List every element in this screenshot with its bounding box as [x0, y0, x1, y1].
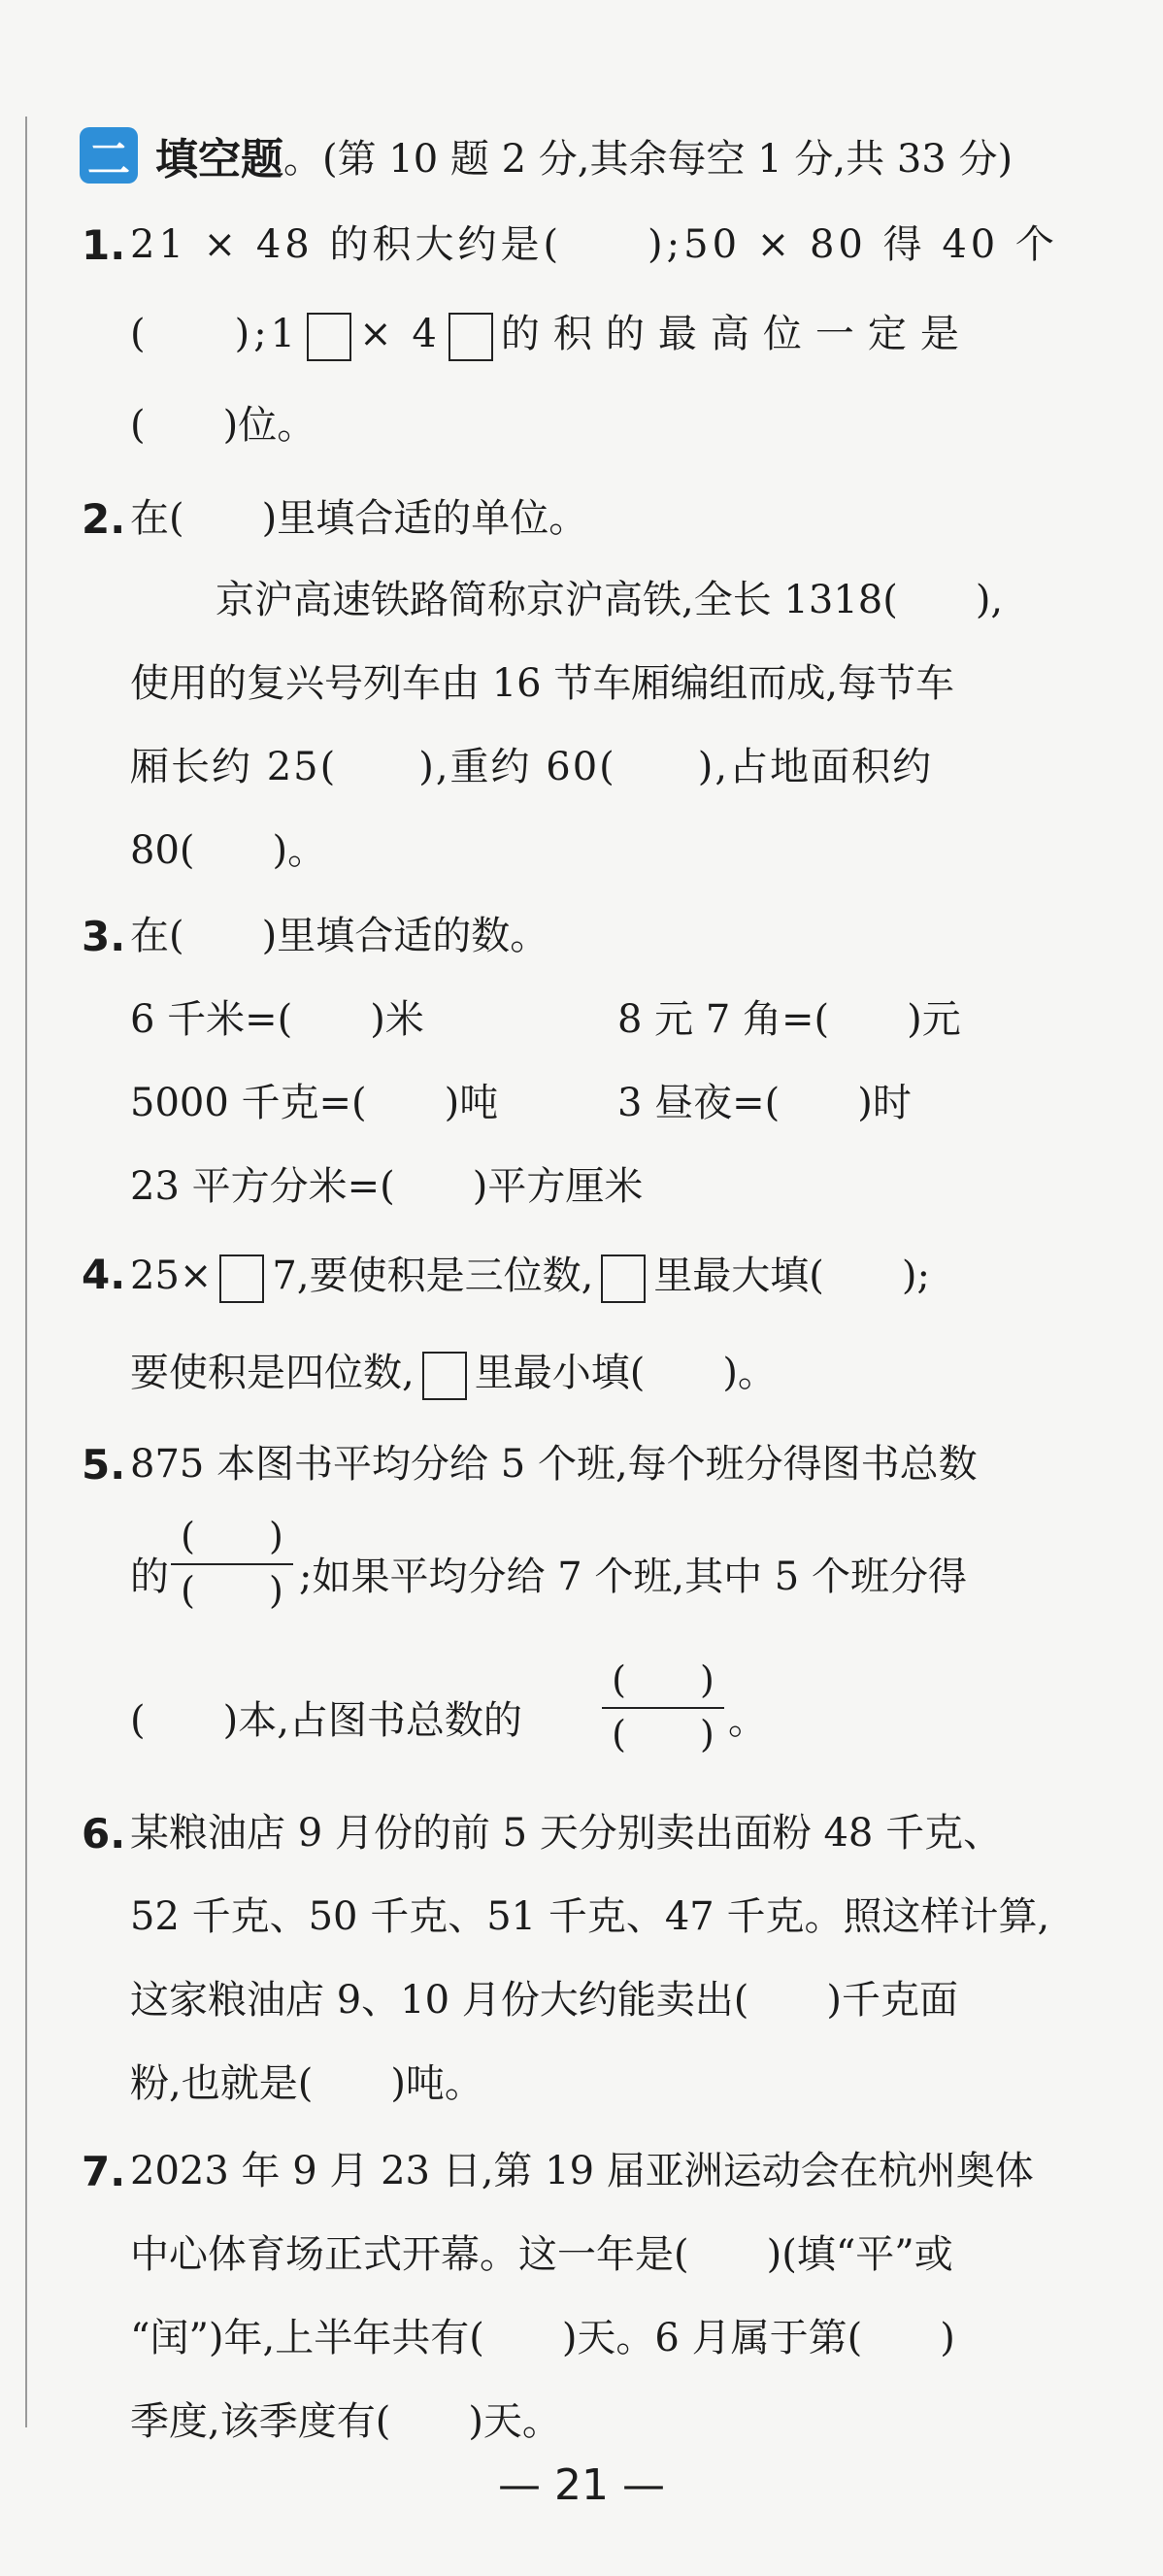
question-5-number: 5.	[82, 1441, 126, 1489]
fraction-blank-1[interactable]	[171, 1515, 293, 1612]
question-4-line-1	[130, 1255, 930, 1303]
q1-line2-part-a: ( );1	[130, 312, 300, 356]
q4-line2-part-a: 要使积是四位数,	[130, 1351, 415, 1395]
digit-blank-box[interactable]	[307, 313, 351, 361]
fraction-bar	[171, 1563, 293, 1565]
question-6-number: 6.	[82, 1810, 126, 1857]
section-header	[80, 124, 1013, 186]
question-6-line-1: 某粮油店 9 月份的前 5 天分别卖出面粉 48 千克、	[130, 1811, 1003, 1856]
question-5-line-2b: ;如果平均分给 7 个班,其中 5 个班分得	[299, 1555, 967, 1599]
question-5-line-3b: 。	[728, 1698, 767, 1743]
question-5-line-2a: 的	[130, 1555, 169, 1599]
question-6-line-2: 52 千克、50 千克、51 千克、47 千克。照这样计算,	[130, 1894, 1050, 1939]
question-2-line-1: 在( )里填合适的单位。	[130, 496, 588, 541]
fraction-numerator: ( )	[181, 1515, 283, 1557]
q4-line2-part-b: 里最小填( )。	[474, 1351, 777, 1395]
question-6-line-3: 这家粮油店 9、10 月份大约能卖出( )千克面	[130, 1978, 958, 2023]
question-3-item-a: 6 千米=( )米	[130, 997, 424, 1042]
q4-line1-part-b: 7,要使积是三位数,	[272, 1254, 594, 1298]
question-5-line-1: 875 本图书平均分给 5 个班,每个班分得图书总数	[130, 1442, 978, 1487]
fraction-numerator: ( )	[612, 1658, 714, 1701]
q4-line1-part-a: 25×	[130, 1254, 213, 1298]
question-7-number: 7.	[82, 2148, 126, 2195]
question-3-line-1: 在( )里填合适的数。	[130, 914, 549, 958]
digit-blank-box[interactable]	[449, 313, 493, 361]
question-2-line-3: 使用的复兴号列车由 16 节车厢编组而成,每节车	[130, 661, 955, 706]
question-3-item-e: 23 平方分米=( )平方厘米	[130, 1164, 644, 1209]
fraction-denominator: ( )	[181, 1569, 283, 1612]
question-2-line-4: 厢长约 25( ),重约 60( ),占地面积约	[130, 745, 934, 789]
section-badge: 二	[80, 127, 138, 184]
q1-line2-part-b: × 4	[359, 312, 441, 356]
question-4-number: 4.	[82, 1251, 126, 1298]
question-7-line-1: 2023 年 9 月 23 日,第 19 届亚洲运动会在杭州奥体	[130, 2149, 1034, 2193]
question-1-line-1: 21 × 48 的积大约是( );50 × 80 得 40 个	[130, 222, 1058, 267]
question-4-line-2	[130, 1352, 777, 1400]
question-2-line-5: 80( )。	[130, 828, 327, 873]
digit-blank-box[interactable]	[219, 1255, 264, 1303]
margin-line	[25, 117, 27, 2427]
section-note: 。(第 10 题 2 分,其余每空 1 分,共 33 分)	[283, 136, 1013, 182]
fraction-bar	[602, 1707, 724, 1709]
digit-blank-box[interactable]	[422, 1352, 467, 1400]
fraction-denominator: ( )	[612, 1713, 714, 1756]
digit-blank-box[interactable]	[601, 1255, 646, 1303]
question-5-line-3a: ( )本,占图书总数的	[130, 1698, 522, 1743]
q4-line1-part-c: 里最大填( );	[653, 1254, 930, 1298]
question-7-line-3: “闰”)年,上半年共有( )天。6 月属于第( )	[130, 2316, 955, 2360]
question-3-item-d: 3 昼夜=( )时	[617, 1081, 912, 1125]
question-3-item-b: 8 元 7 角=( )元	[617, 997, 961, 1042]
question-3-number: 3.	[82, 913, 126, 960]
q1-line2-part-c: 的积的最高位一定是	[500, 312, 973, 356]
question-2-number: 2.	[82, 495, 126, 543]
question-6-line-4: 粉,也就是( )吨。	[130, 2061, 483, 2106]
question-1-line-2	[130, 313, 973, 361]
page-number: — 21 —	[498, 2460, 665, 2510]
fraction-blank-2[interactable]	[602, 1658, 724, 1756]
section-title: 填空题	[155, 135, 283, 184]
question-7-line-2: 中心体育场正式开幕。这一年是( )(填“平”或	[130, 2232, 953, 2277]
question-2-line-2: 京沪高速铁路简称京沪高铁,全长 1318( ),	[216, 578, 1004, 622]
question-7-line-4: 季度,该季度有( )天。	[130, 2399, 561, 2444]
question-3-item-c: 5000 千克=( )吨	[130, 1081, 499, 1125]
question-1-number: 1.	[82, 221, 126, 269]
question-1-line-3: ( )位。	[130, 403, 316, 448]
